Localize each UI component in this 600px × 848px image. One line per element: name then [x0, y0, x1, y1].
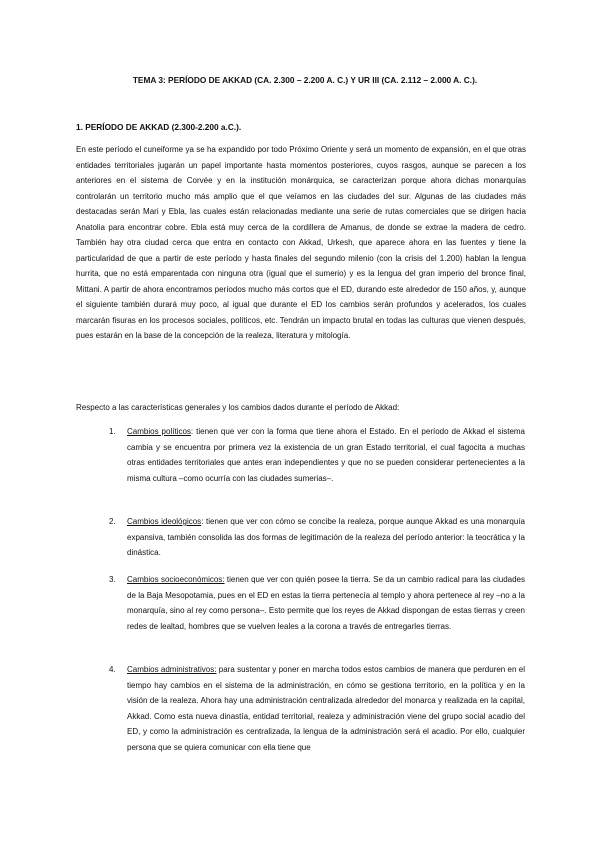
paragraph-characteristics: Respecto a las características generales y los cambios dados durante el período de Akkad:	[76, 403, 400, 412]
list-number: 2.	[109, 517, 116, 526]
document-title: TEMA 3: PERÍODO DE AKKAD (CA. 2.300 – 2.200 A. C.) Y UR III (CA. 2.112 – 2.000 A. C.).	[132, 75, 478, 85]
list-item-body	[127, 424, 525, 486]
list-item-term: Cambios administrativos:	[127, 665, 217, 674]
list-item-term: Cambios socioeconómicos:	[127, 575, 225, 584]
list-item-term: Cambios políticos	[127, 427, 191, 436]
list-item-text: : tienen que ver con la forma que tiene ahora el Estado. En el período de Akkad el sistema cambia y se encuentra por primera vez la existencia de un gran Estado territorial, el cual fagocita a muchas otras entidades territoriales que antes eran independientes y que no se pueden considerar pertenecientes a la misma cultura –como ocurría con las ciudades sumerias–.	[127, 427, 526, 483]
list-item-text: para sustentar y poner en marcha todos estos cambios de manera que perduren en el tiempo hay cambios en el sistema de la administración, en cómo se gestiona territorio, en la política y en la visión de la realeza. Ahora hay una administración centralizada alrededor del monarca y realizada en la capital, Akkad. Como esta nueva dinastía, entidad territorial, realeza y administración viene del grupo social acadio del ED, y como la administración es centralizada, la lengua de la administración será el acadio. Por ello, cualquier persona que se quiera comunicar con ella tiene que	[127, 665, 525, 752]
list-number: 4.	[109, 665, 116, 674]
list-item-text: : tienen que ver con cómo se concibe la realeza, porque aunque Akkad es una monarquía expansiva, también consolida las dos formas de legitimación de la realeza del período anterior: la teocrática y la dinástica.	[127, 517, 525, 557]
list-number: 3.	[109, 575, 116, 584]
list-number: 1.	[109, 427, 116, 436]
list-item-term: Cambios ideológicos	[127, 517, 202, 526]
list-item-body	[127, 572, 525, 634]
list-item-body	[127, 662, 525, 755]
list-item-body	[127, 514, 525, 561]
list-item-text: tienen que ver con quién posee la tierra. Se da un cambio radical para las ciudades de la Baja Mesopotamia, pues en el ED en estas la tierra pertenecía al templo y ahora pertenece al rey –no a la monarquía, sino al rey como persona–. Esto permite que los reyes de Akkad dispongan de estas tierras y creen redes de lealtad, hombres que se vuelven leales a la corona a través de entregarles tierras.	[127, 575, 525, 631]
section-heading: 1. PERÍODO DE AKKAD (2.300-2.200 a.C.).	[76, 122, 242, 132]
paragraph-intro: En este período el cuneiforme ya se ha expandido por todo Próximo Oriente y será un momento de expansión, en el que otras entidades territoriales jugarán un papel importante hasta momentos posteriores, cuyos rasgos, aunque se parecen a los anteriores en el sistema de Corvée y en la institución monárquica, se caracterizan porque ahora dichas monarquías controlarán un territorio mucho más amplio que el que veíamos en las ciudades del sur. Algunas de las ciudades más destacadas serán Mari y Ebla, las cuales están relacionadas mediante una serie de rutas comerciales que se dirigen hacia Anatolia para encontrar cobre. Ebla está muy cerca de la cordillera de Amanus, de donde se extrae la madera de cedro. También hay otra ciudad cerca que entra en contacto con Akkad, Urkesh, que aparece ahora en las fuentes y tiene la particularidad de que a partir de este período y hasta finales del segundo milenio (con la crisis del 1.200) hablan la lengua hurrita, que no está emparentada con ninguna otra (igual que el sumerio) y es la lengua del gran imperio del bronce final, Mittani. A partir de ahora encontramos períodos mucho más cortos que el ED, durando este alrededor de 150 años, y, aunque el siguiente también durará muy poco, al igual que durante el ED los cambios serán profundos y acelerados, los cuales marcarán fisuras en los procesos sociales, políticos, etc. Tendrán un impacto brutal en todas las culturas que vienen después, pues estarán en la base de la concepción de la realeza, literatura y mitología.	[76, 145, 526, 340]
